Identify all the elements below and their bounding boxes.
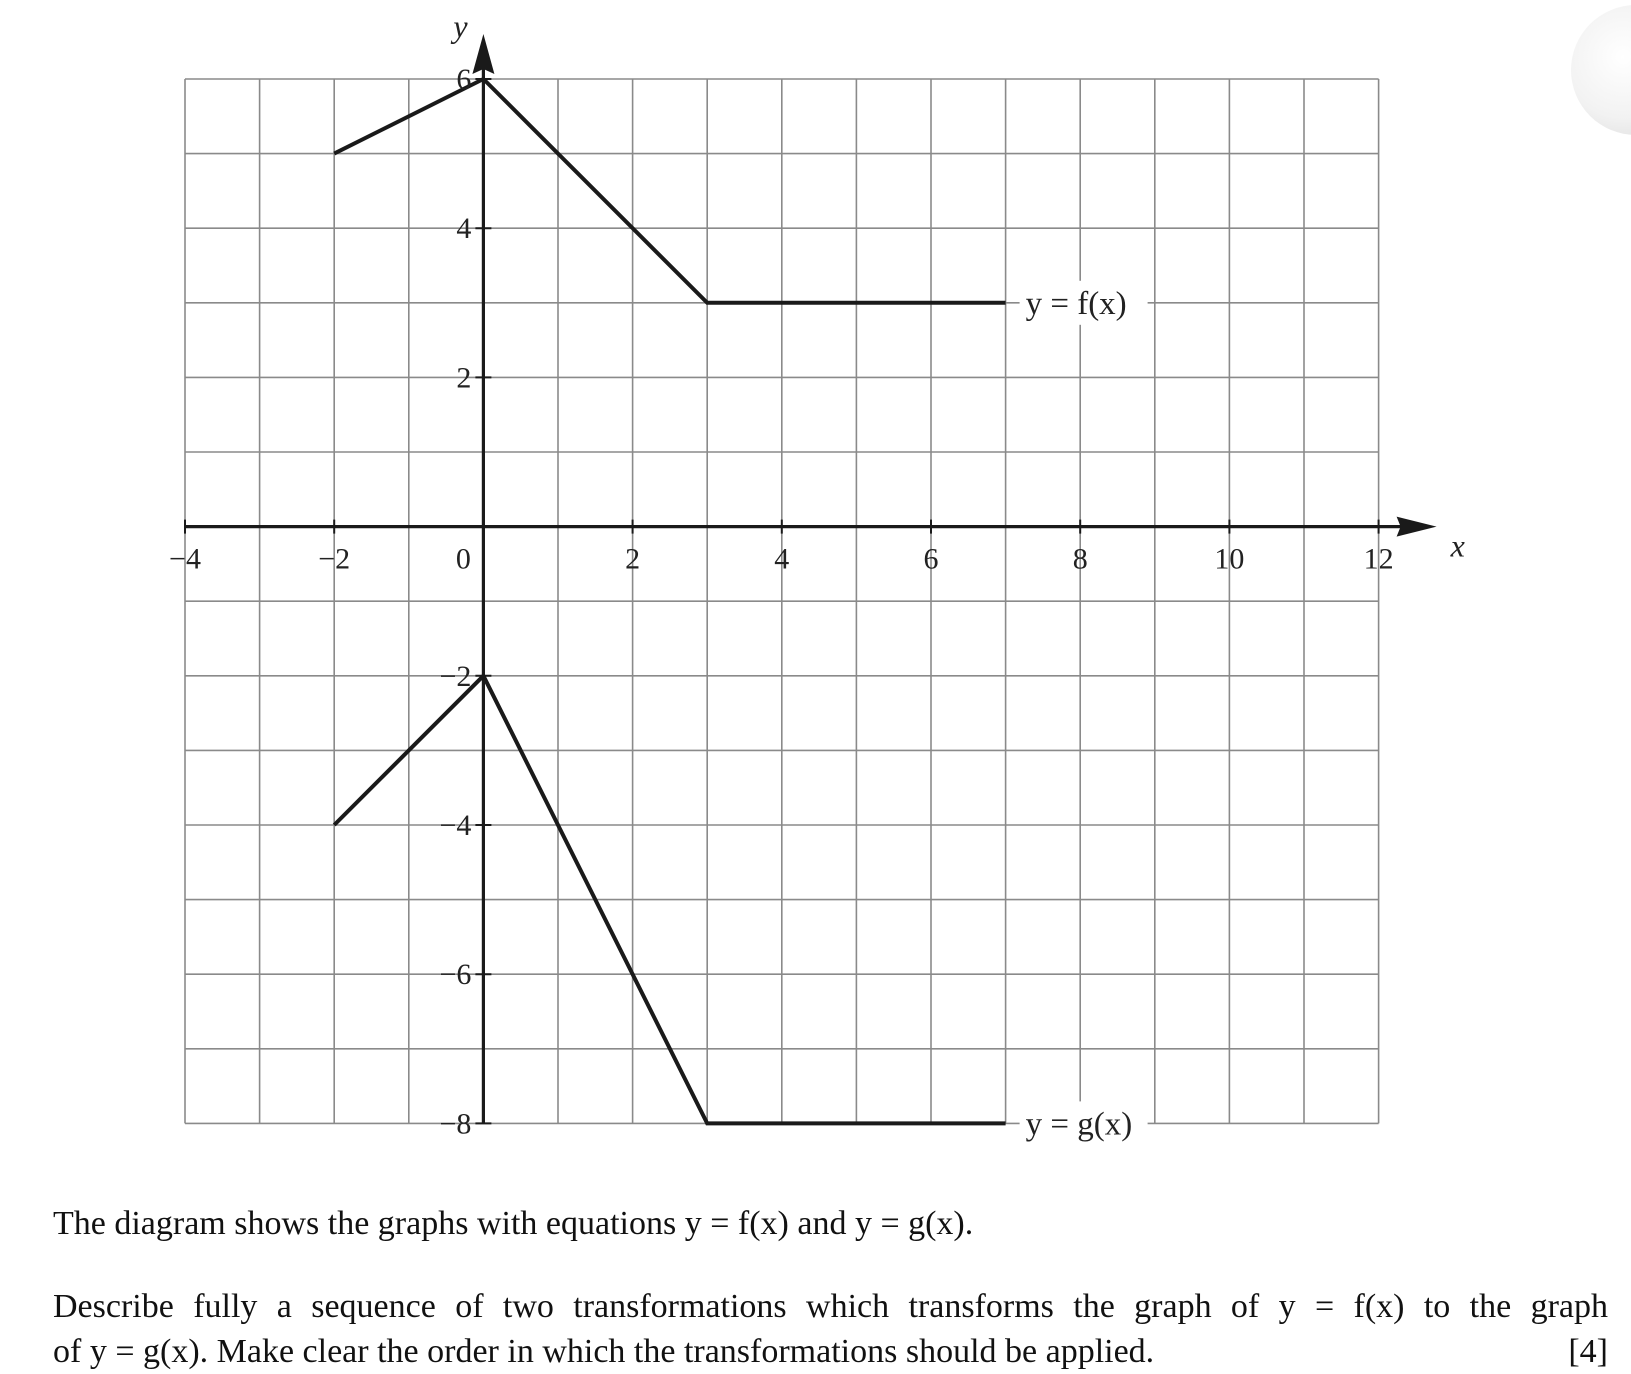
x-axis-label: x — [1450, 527, 1465, 564]
axes — [185, 34, 1437, 1123]
x-axis-arrow — [1397, 517, 1437, 537]
g-curve-label: y = g(x) — [1025, 1106, 1133, 1143]
y-tick-label: 2 — [456, 361, 472, 395]
grid — [185, 79, 1379, 1123]
x-tick-label: −4 — [169, 542, 201, 576]
y-tick-label: 6 — [456, 63, 472, 96]
f-curve — [334, 79, 1005, 303]
x-tick-label: 10 — [1214, 542, 1245, 576]
y-tick-label: −6 — [439, 958, 472, 992]
x-tick-label: 2 — [625, 542, 641, 576]
f-curve-label: y = f(x) — [1025, 285, 1127, 322]
x-tick-label: 0 — [455, 542, 471, 576]
question-description-line1: Describe fully a sequence of two transformations which transforms the graph of y = f(x) to the graph — [53, 1288, 1608, 1325]
x-tick-label: 12 — [1363, 542, 1394, 576]
y-tick-label: 4 — [456, 212, 472, 246]
y-tick-label: −4 — [439, 809, 472, 842]
question-description-line2: of y = g(x). Make clear the order in which the transformations should be applied. — [53, 1333, 1155, 1370]
y-axis-label: y — [453, 8, 468, 44]
y-axis-arrow — [472, 34, 494, 74]
y-tick-label: −2 — [439, 659, 472, 693]
question-description-line2-row — [53, 1330, 1608, 1374]
x-tick-label: 4 — [774, 542, 790, 576]
marks-label: [4] — [1568, 1333, 1608, 1370]
x-tick-label: 8 — [1072, 542, 1088, 576]
x-tick-label: 6 — [923, 542, 939, 576]
y-tick-label: −8 — [439, 1107, 472, 1141]
question-caption: The diagram shows the graphs with equations y = f(x) and y = g(x). — [53, 1205, 974, 1242]
x-tick-label: −2 — [318, 542, 351, 576]
